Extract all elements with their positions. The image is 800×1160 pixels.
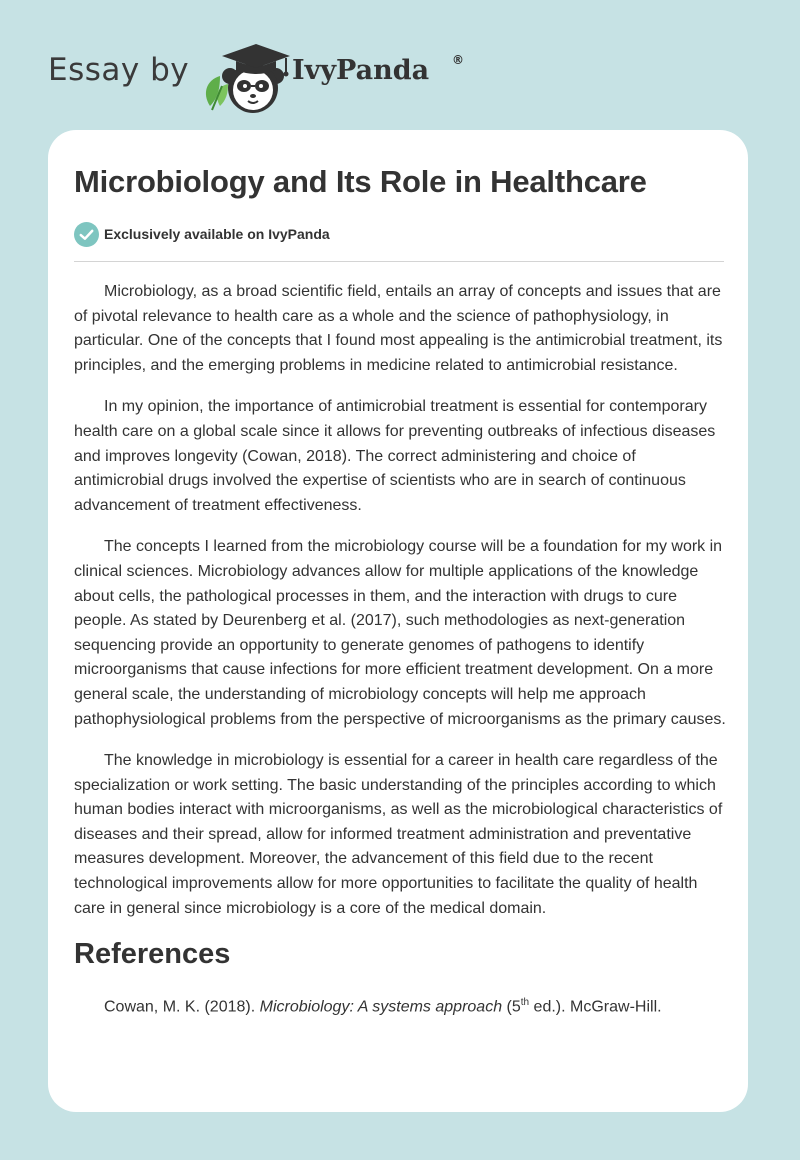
reference-title: Microbiology: A systems approach — [259, 998, 503, 1016]
brand-prefix: Essay by — [48, 52, 190, 88]
badge-label: Exclusively available on IvyPanda — [104, 226, 330, 242]
paragraph: The knowledge in microbiology is essential for a career in health care regardless of the specialization or work setting. The basic understanding of the principles according to which human bodies interact with microorganisms, as well as the microbiological characteristics of diseases and their spread, allow for informed treatment administration and preventative measures development. Moreover, the advancement of this field due to the recent technological improvements allow for more opportunities to facilitate the quality of health care in general since microbiology is a core of the medical domain. — [74, 752, 723, 917]
reference-edition-suffix: th — [520, 997, 530, 1009]
references-heading: References — [74, 938, 231, 971]
check-circle-icon — [74, 222, 99, 247]
paragraph: The concepts I learned from the microbiology course will be a foundation for my work in clinical sciences. Microbiology advances allow for multiple applications of the knowledge about cells, the pathological processes in them, and the interaction with drugs to cure people. As stated by Deurenberg et al. (2017), such methodologies as next-generation sequencing provide an opportunity to generate genomes of pathogens to identify microorganisms that cause infections for more efficient treatment development. On a more general scale, the understanding of microbiology concepts will help me approach pathophysiological problems from the perspective of microorganisms as the primary causes. — [74, 538, 726, 728]
registered-mark: ® — [452, 53, 464, 67]
reference-entry — [74, 991, 726, 1019]
paragraph: In my opinion, the importance of antimicrobial treatment is essential for contemporary health care on a global scale since it allows for preventing outbreaks of infectious diseases and improves longevity (Cowan, 2018). The correct administering and choice of antimicrobial drugs involved the expertise of scientists who are in search of continuous advancement of treatment effectiveness. — [74, 398, 716, 514]
essay-title: Microbiology and Its Role in Healthcare — [74, 164, 647, 199]
panda-logo-icon — [200, 36, 296, 116]
brand-header — [48, 36, 508, 116]
divider — [74, 261, 724, 262]
brand-name: IvyPanda — [292, 55, 430, 86]
reference-publisher: ed.). McGraw-Hill. — [529, 998, 662, 1016]
reference-authors: Cowan, M. K. (2018). — [104, 998, 260, 1016]
essay-body — [74, 280, 726, 1020]
exclusive-badge — [74, 221, 330, 247]
essay-card — [48, 130, 748, 1112]
paragraph: Microbiology, as a broad scientific field, entails an array of concepts and issues that are of pivotal relevance to health care as a whole and the science of pathophysiology, in particular. One of the concepts that I found most appealing is the antimicrobial treatment, its principles, and the emerging problems in medicine related to antimicrobial resistance. — [74, 283, 723, 374]
reference-edition: (5 — [502, 998, 521, 1016]
